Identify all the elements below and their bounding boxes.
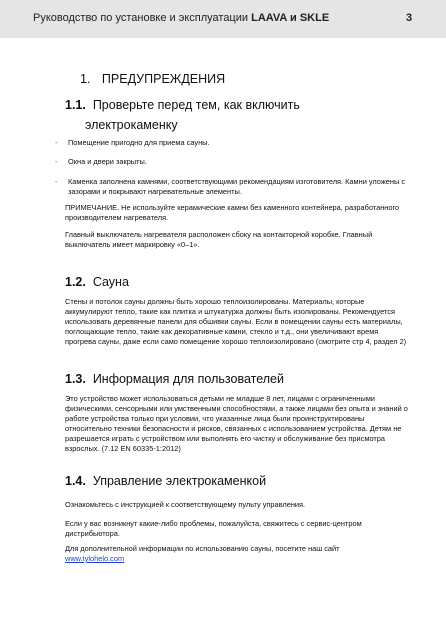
- main-switch-paragraph: Главный выключатель нагревателя расположен сбоку на контакторной коробке. Главный выключатель имеет маркировку «0–1».: [65, 230, 373, 249]
- sauna-paragraph: Стены и потолок сауны должны быть хорошо теплоизолированы. Материалы, которые аккумулируют тепло, такие как плитка и штукатурка должны быть изолированы. Рекомендуется использовать деревянные панели для обшивки сауны. Если в помещении сауны есть материалы, поглощающие тепло, такие как декоративные камни, стекло и т.д., они увеличивают время прогрева сауны, даже если само помещение хорошо теплоизолировано (смотрите стр 4, раздел 2): [65, 297, 407, 346]
- section-1-4-heading: 1.4. Управление электрокаменкой: [65, 474, 267, 488]
- user-info-paragraph: Это устройство может использоваться детьми не младше 8 лет, лицами с ограниченными физическими, сенсорными или умственными способностями, а также лицами без опыта и знаний о работе устройства только при условии, что указанные лица были проинструктированы относительно техники безопасности и рисков, связанных с использованием устройства. Детям не разрешается играть с устройством или выполнять его чистку и обслуживание без присмотра взрослых. (7.12 EN 60335-1:2012): [65, 394, 408, 453]
- page-number: 3: [406, 12, 413, 24]
- bullet-item: - Помещение пригодно для приема сауны.: [55, 138, 210, 147]
- page-header: [0, 0, 446, 38]
- section-1-3-heading: 1.3. Информация для пользователей: [65, 372, 284, 386]
- website-link[interactable]: www.tylohelo.com: [65, 554, 125, 563]
- section-1-1-heading: 1.1. Проверьте перед тем, как включить электрокаменку: [65, 98, 300, 132]
- control-paragraph-1: Ознакомьтесь с инструкцией к соответствующему пульту управления.: [65, 500, 306, 509]
- bullet-item: - Каменка заполнена камнями, соответствующими рекомендациям изготовителя. Камни уложены с зазорами и покрывают нагревательные элементы.: [55, 177, 406, 196]
- note-paragraph: ПРИМЕЧАНИЕ. Не используйте керамические камни без каменного контейнера, разработанного производителем нагревателя.: [65, 203, 400, 222]
- control-paragraph-3: Для дополнительной информации по использованию сауны, посетите наш сайт www.tylohelo.com: [65, 544, 340, 563]
- header-product-names: LAAVA и SKLE: [251, 12, 330, 24]
- section-1-heading: 1. ПРЕДУПРЕЖДЕНИЯ: [80, 72, 226, 86]
- header-title: Руководство по установке и эксплуатации LAAVA и SKLE: [33, 12, 330, 24]
- control-paragraph-2: Если у вас возникнут какие-либо проблемы, пожалуйста, свяжитесь с сервис-центром дистрибьютора.: [65, 519, 362, 538]
- section-1-2-heading: 1.2. Сауна: [65, 275, 129, 289]
- bullet-item: - Окна и двери закрыты.: [55, 157, 147, 166]
